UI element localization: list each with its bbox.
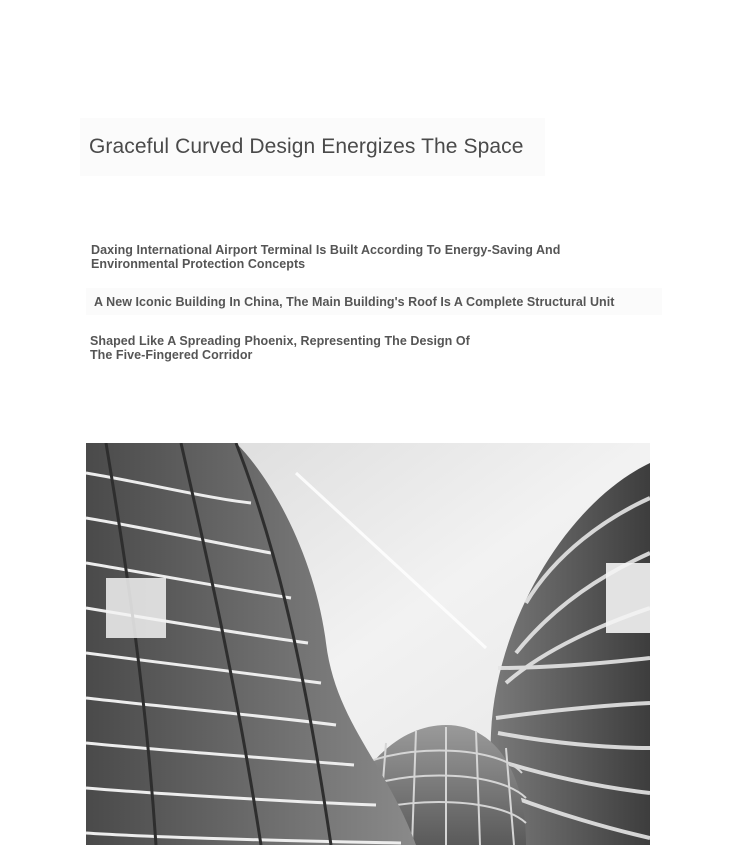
paragraph-phoenix-line-1: Shaped Like A Spreading Phoenix, Representing The Design Of bbox=[90, 334, 470, 348]
paragraph-phoenix-line-2: The Five-Fingered Corridor bbox=[90, 348, 253, 362]
curved-architecture-photo bbox=[86, 443, 650, 845]
page-title: Graceful Curved Design Energizes The Space bbox=[89, 135, 524, 158]
paragraph-iconic-building: A New Iconic Building In China, The Main Building's Roof Is A Complete Structural Unit bbox=[94, 295, 615, 309]
title-banner bbox=[80, 118, 545, 176]
paragraph-phoenix bbox=[90, 334, 470, 362]
paragraph-energy-saving: Daxing International Airport Terminal Is Built According To Energy-Saving And Environmental Protection Concepts bbox=[91, 243, 561, 271]
